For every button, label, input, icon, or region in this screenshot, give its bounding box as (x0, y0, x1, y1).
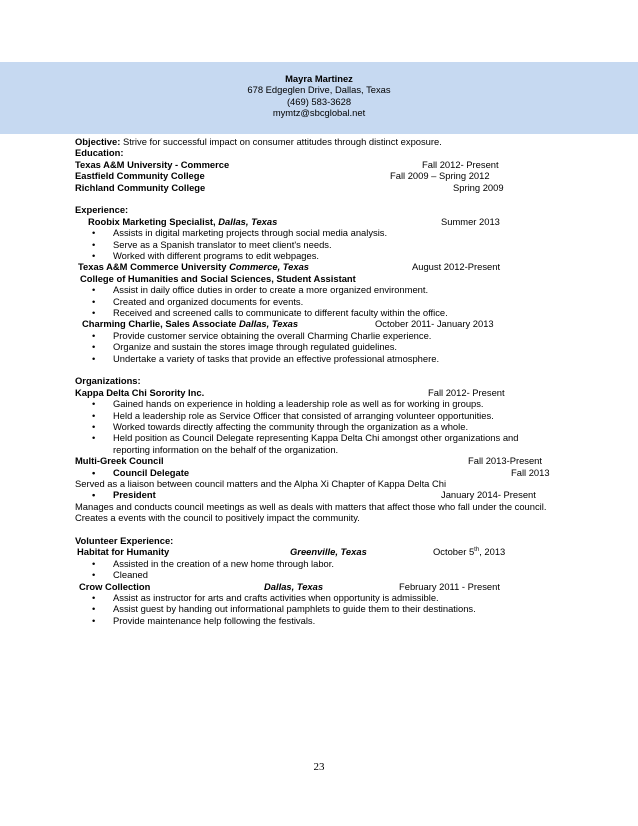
volunteer-location: Greenville, Texas (290, 546, 367, 558)
organizations-heading: Organizations: (75, 375, 141, 387)
phone: (469) 583-3628 (286, 95, 352, 107)
volunteer-dates: February 2011 - Present (399, 580, 500, 592)
date-main: October 5 (433, 546, 475, 558)
list-item: • Provide customer service obtaining the overall Charming Charlie experience. (75, 330, 565, 341)
volunteer-org-name: Habitat for Humanity (77, 546, 170, 558)
list-item: • Held position as Council Delegate representing Kappa Delta Chi amongst other organizations and reporting information on the behalf of the organization. (75, 432, 549, 455)
job-dates: August 2012-Present (412, 261, 501, 273)
org-name: Multi-Greek Council (75, 455, 164, 467)
experience-heading: Experience: (75, 204, 129, 216)
address: 678 Edgeglen Drive, Dallas, Texas (247, 84, 391, 96)
date-year: , 2013 (479, 546, 506, 558)
education-entry (75, 159, 565, 170)
role-description: Manages and conducts council meetings as well as deals with matters that affect those who fall under the council. Creates a events with the council to positively impact the community. (75, 500, 547, 524)
list-item: • Worked towards directly affecting the community through the organization as a whole. (75, 421, 565, 432)
list-item: • Undertake a variety of tasks that provide an effective professional atmosphere. (75, 353, 565, 364)
job-location: Dallas, Texas (239, 318, 299, 330)
volunteer-dates (433, 546, 505, 557)
role-header (75, 489, 565, 500)
education-heading: Education: (75, 147, 124, 159)
role-dates: January 2014- Present (441, 489, 536, 501)
list-item: • Assist as instructor for arts and crafts activities when opportunity is admissible. (75, 592, 565, 603)
list-item: • Serve as a Spanish translator to meet client's needs. (75, 239, 565, 250)
objective-text: Strive for successful impact on consumer attitudes through distinct exposure. (122, 136, 442, 147)
education-entry (75, 170, 565, 181)
job-title: Charming Charlie, Sales Associate (82, 318, 237, 330)
school-dates: Fall 2009 – Spring 2012 (390, 170, 490, 182)
job-header (75, 216, 565, 227)
job-title: Roobix Marketing Specialist, (88, 215, 216, 227)
role-title: President (113, 489, 156, 501)
job-header (75, 261, 565, 272)
list-item: • Provide maintenance help following the festivals. (75, 615, 565, 626)
objective-line (75, 136, 565, 147)
list-item: • Assisted in the creation of a new home through labor. (75, 558, 565, 569)
list-item: • Organize and sustain the stores image through regulated guidelines. (75, 341, 565, 352)
list-item: • Worked with different programs to edit webpages. (75, 250, 565, 261)
job-dates: Summer 2013 (441, 215, 500, 227)
org-dates: Fall 2013-Present (468, 455, 542, 467)
job-subtitle: College of Humanities and Social Sciences, Student Assistant (80, 272, 356, 284)
volunteer-org-name: Crow Collection (79, 580, 151, 592)
org-header (75, 455, 565, 466)
org-header (75, 387, 565, 398)
list-item: • Cleaned (75, 569, 565, 580)
school-dates: Fall 2012- Present (422, 158, 499, 170)
school-name: Richland Community College (75, 181, 206, 193)
applicant-name: Mayra Martinez (285, 73, 353, 84)
objective-label: Objective: (75, 136, 121, 147)
list-item: • Assists in digital marketing projects through social media analysis. (75, 227, 565, 238)
school-name: Eastfield Community College (75, 170, 205, 182)
volunteer-header (75, 581, 565, 592)
page-number: 23 (313, 761, 325, 773)
job-location: Commerce, Texas (229, 261, 310, 273)
job-dates: October 2011- January 2013 (375, 318, 494, 330)
volunteer-location: Dallas, Texas (264, 580, 324, 592)
list-item: • Gained hands on experience in holding a leadership role as well as for working in groups. (75, 398, 565, 409)
date-ordinal: th (474, 547, 480, 554)
school-dates: Spring 2009 (453, 181, 504, 193)
role-description: Served as a liaison between council matters and the Alpha Xi Chapter of Kappa Delta Chi (75, 477, 447, 489)
list-item: • Created and organized documents for events. (75, 296, 565, 307)
job-header (75, 318, 565, 329)
list-item: • Received and screened calls to communicate to different faculty within the office. (75, 307, 565, 318)
role-title: Council Delegate (113, 466, 190, 478)
list-item: • Held a leadership role as Service Officer that consisted of arranging volunteer opportunities. (75, 410, 565, 421)
org-name: Kappa Delta Chi Sorority Inc. (75, 386, 205, 398)
education-entry (75, 182, 565, 193)
list-item: • Assist in daily office duties in order to create a more organized environment. (75, 284, 565, 295)
resume-body (75, 136, 565, 626)
role-header (75, 467, 565, 478)
list-item: • Assist guest by handing out informational pamphlets to guide them to their destinations. (75, 603, 565, 614)
job-title: Texas A&M Commerce University (78, 261, 227, 273)
email: mymtz@sbcglobal.net (272, 107, 366, 119)
volunteer-heading: Volunteer Experience: (75, 534, 174, 546)
role-dates: Fall 2013 (511, 466, 550, 478)
volunteer-header (75, 546, 565, 557)
school-name: Texas A&M University - Commerce (75, 158, 230, 170)
job-location: Dallas, Texas (218, 215, 278, 227)
resume-header (0, 62, 638, 134)
org-dates: Fall 2012- Present (428, 386, 505, 398)
